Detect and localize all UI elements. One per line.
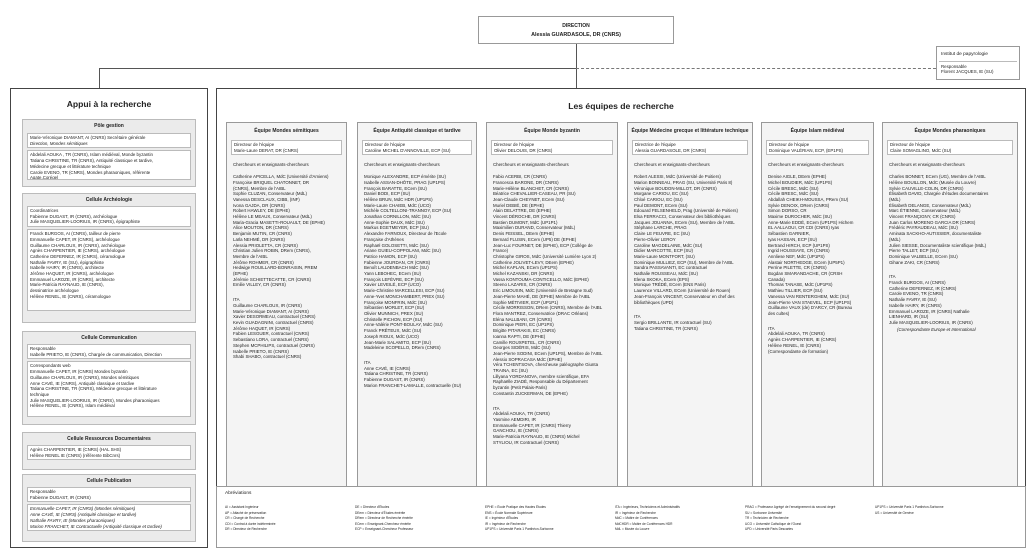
team-title: Équipe Monde byzantin — [524, 128, 580, 134]
equipes-title: Les équipes de recherche — [568, 101, 674, 111]
team-column-0 — [226, 122, 347, 490]
team-director: Directrice de l'équipe Alessia GUARDASOLE, DR (CNRS) — [632, 140, 748, 155]
cellule-publication-resp: Responsable Fabienne DUGAST, IR (CNRS) — [27, 487, 191, 502]
pole-gestion-members: Abdelali AOUKA , TR (CNRS), Islam médiéval, Monde byzantin Tatiana CHRISTINE, TR (CNRS), Antiquité classique et tardive, Médecine grecque et littérature technique Carole EVENO, TR (CNRS), Mondes pharaoniques, référente Agate,Corégel — [27, 150, 191, 180]
team-ita-note: (Correspondante Europe et International — [897, 326, 976, 332]
team-ita: ITA Franck BURGOS, AI (CNRS) Catherine DEFERNEZ, IR (CNRS) Carole EVENO, TR (CNRS) Nathalie FAVRY, IE (SU) Isabelle HAIRY, IR (CNRS) Emmanuel LAROZE, IR (CNRS) Nathalie LIENHARD, IR (SU) Julie MASQUELIER-LOORIUS, IR (CNRS) — [889, 274, 973, 325]
cellule-publication-panel — [22, 474, 196, 542]
direction-title: DIRECTION — [562, 23, 590, 29]
cellule-documentaires-members: Agnès CHARPENTIER, IE (CNRS) (HAL SHS) Hélène RENEL IE (CNRS) (référente BibCnrs) — [27, 445, 191, 460]
cellule-publication-title: Cellule Publication — [86, 478, 132, 484]
cellule-archeologie-title: Cellule Archéologie — [85, 197, 133, 203]
team-chercheurs-label: Chercheurs et enseignants-chercheurs — [364, 162, 440, 168]
institut-resp-name: Florent JACQUES, IE (SU) — [941, 69, 994, 75]
institut-box — [936, 46, 1020, 80]
cellule-communication-panel — [22, 331, 196, 425]
team-ita: ITA Abdelali AOUKA, TR (CNRS) Agnès CHARPENTIER, IE (CNRS) Hélène RENEL, IE (CNRS) (Correspondante de formation) — [768, 325, 837, 354]
team-title: Équipe Médecine grecque et littérature technique — [631, 128, 749, 134]
pole-gestion-sg — [27, 133, 191, 148]
team-director: Directeur de l'équipe Caroline MICHEL D'ANNOVILLE, ECP (SU) — [362, 140, 472, 155]
team-title: Équipe Mondes pharaoniques — [914, 128, 986, 134]
team-chercheurs: Robert ALESSI, MdC (Université de Poitiers) Marion BONNEAU, PRAG (SU, Université Paris 8) Véronique BOUDON-MILLOT, DR (CNRS) Morgane CARIOU, EC (SU) Chloé CARIOU, EC (SU) Paul DEMONT, ECem (SU) Edouard FELSENHELD, Prag (Université de Poitiers) Elsa FERRACCI, Conservateur des bibliothèques Jacques JOUANNA, ECem (SU), Membre de l'AIBL Stéphane LARCHE, PRAG Claire LE FEUVRE, EC (SU) Pierre-Olivier LEROY Caroline MAGDELAINE, MdC (SU) Didier MARCOTTE, ECP (SU) Marie-Laure MONTFORT, (SU) Dominique MULLIEZ, ECP (SU), Membre de l'AIBL Sandra PASSAVANTI, EC contractuel Nathalie ROUSSEAU, MdC (SU) Elena SKOKA, ECem (EPS) Monique TRÉDÉ, ECem (ENS Paris) Laurence VILLARD, ECem (Université de Rouen) Jean-François VINCENT, Conservateur en chef des bibliothèques (UPD) — [634, 174, 738, 305]
team-chercheurs-label: Chercheurs et enseignants-chercheurs — [889, 162, 965, 168]
cellule-communication-title: Cellule Communication — [81, 335, 137, 341]
team-director: Directeur de l'équipe Marie-Laure DERAT, DR (CNRS) — [231, 140, 342, 155]
cellule-archeologie-members: Franck BURGOS, AI (CNRS), tailleur de pierre Emmanuelle CAPET, IR (CNRS), archéologue Guillaume CHARLOUX, IR (CNRS), archéologue Agnès CHARPENTIER, IE (CNRS), archéologue Catherine DEFERNEZ, IR (CNRS), céramologue Nathalie FAVRY, IE (SU), épigraphiste Isabelle HAIRY, IR (CNRS), architecte Jérôme HAQUET, IR (CNRS), archéologue Emmanuel LAROZE, IR (CNRS), architecte Marie-Patricia RAYNAUD, IE (CNRS), dessinatrice archéologue Hélène RENEL, IE (CNRS), céramologue — [27, 229, 191, 311]
team-chercheurs-label: Chercheurs et enseignants-chercheurs — [768, 162, 844, 168]
pole-gestion-title: Pôle gestion — [94, 123, 124, 129]
cellule-archeologie-panel — [22, 193, 196, 323]
abbreviations-column: AI = Assistant Ingénieur AP = Attaché de préservation CR = Chargé de Recherche CDI = Contrat à durée indéterminée DR = Directeur de Recherche — [225, 505, 276, 532]
team-chercheurs-label: Chercheurs et enseignants-chercheurs — [634, 162, 710, 168]
direction-hline — [99, 68, 577, 69]
team-chercheurs: Denise AIGLE, DEem (EPHE) Michel BOUDIER, MdC (UP1PS) Cécile BRESC, MdC (SU) Cécile BRESC, MdC (SU) Abdallah CHEIKH-MOUSSA, PRem (SU) Sylvie DENOIX, DRem (CNRS) Simon DORSO, CR Maxime DUROCHER, MdC (SU) Anne-Marie EDDÉ, ECem (UP1PS) Hichem EL AALLAOUI, CR CDI (CNRS) Iyas Sébastien GARNIER, Iyas HASSAN, ECP (SU) Bertrand HIRCH, ECP (UP1PS) Ingrid HOUSSAYE, CR (CNRS) Annliese NEF, MdC (UP1PS) Alastair NORTHEDGE, ECem (UP5P1) Perrine PILETTE, CR (CNRS) Bogdan SMARANDACHE, CR (CRSH Canada) Thomas TANASE, MdC (UP1PS) Mathieu TILLIER, ECP (SU) Vanessa VAN RENTERGHEM, MdC (SU) Jean-Pierre VAN STAEVEL, ECP (UP1PS) Guillaume VAUX (de) D'ARCY, CR (Bureau des cultes) — [768, 174, 854, 316]
abbreviations-panel — [216, 486, 1026, 548]
pole-gestion-sg-scope: Direction, Mondes sémitiques — [30, 140, 88, 146]
cellule-publication-members: Emmanuelle CAPET, IR (CNRS) (Mondes sémitiques) Anne CAVÉ, IE (CNRS) (Antiquité classique et tardive) Nathalie FAVRY, IE (Mondes pharaoniques) Marion FRANCHET, IE Contractuelle (Antiquité classique et tardive) — [27, 504, 191, 531]
team-ita: ITA Sergio BRILLANTE, IR contractuel (SU) Tatiana CHRISTINE, TR (CNRS) — [634, 314, 712, 331]
cellule-archeologie-coord: Coordinatrices Fabienne DUGAST, IR (CNRS), archéologue Julie MASQUELIER-LOORIUS, IR (CNRS), épigraphiste — [27, 206, 191, 227]
team-column-5 — [882, 122, 1018, 490]
abbreviations-column: UP1PS = Université Paris 1 Panthéon-Sorbonne US = Université de Genève — [875, 505, 944, 515]
pole-gestion-panel — [22, 119, 196, 187]
team-chercheurs: Catherine APICELLA, MdC (Université d'Amiens) Françoise BRIQUEL CHATONNET, DR (CNRS), Membre de l'AIBL Sophie CLUZAN, Conservateur (MdL) Vanessa DESCLAUX, CIBB, (INF) Ivona GAJDA, DR (CNRS) Robert HAWLEY, DE (EPHE) Hélène LE MEAUX, Conservateur (MdL) Maria-Gracia MASETTI-ROUAULT, DE (EPHE) Alice MOUTON, DR (CNRS) Benjamin MUTIN, CR (CNRS) Laïla NEHMÉ, DR (CNRS) Alessia PRIOLETTA, CR (CNRS) Christian Julien ROBIN, DRem (CNRS), Membre de l'AIBL Jérôme ROHMER, CR (CNRS) Hedwige ROUILLARD-BONRAISIN, PREM (EPHE) Jérémie SCHIETTECATTE, CR (CNRS) Emilie VILLEY, CR (CNRS) — [233, 174, 329, 288]
appui-connector — [99, 68, 100, 88]
direction-connector — [576, 44, 577, 88]
institut-title: Institut de papyrologie — [941, 52, 988, 57]
abbreviations-column: EPHE = École Pratique des Hautes Études ENS = École Normale Supérieure IE = Ingénieur d'Études IR = Ingénieur de Recherche UP1PS = Université Paris 1 Panthéon-Sorbonne — [485, 505, 554, 532]
appui-title: Appui à la recherche — [66, 99, 152, 109]
team-director: Directeur de l'équipe Claire SOMAGLINO, MdC (SU) — [887, 140, 1013, 155]
team-column-3 — [627, 122, 753, 490]
team-column-1 — [357, 122, 477, 490]
cellule-communication-web: Correspondants web Emmanuelle CAPET, IR (CNRS) Mondes byzantin Guillaume CHARLOUX, IR (CNRS), Mondes sémitiques Anne CAVÉ, IE (CNRS), Antiquité classique et tardive Tatiana CHRISTINE, TR (CNRS), Médecine grecque et littérature technique Julie MASQUELIER-LOORIUS, IR (CNRS), Mondes pharaoniques Hélène RENEL, IE (CNRS), Islam médiéval — [27, 361, 191, 417]
cellule-documentaires-panel — [22, 432, 196, 470]
team-ita: ITA Guillaume CHARLOUX, IR (CNRS) Marie-Véronique DIAMANT, AI (CNRS) Xavier DESORMEAU, contractuel (CNRS) Kevin GUADAGNINI, contractuel (CNRS) Jérôme HAQUET, IR (CNRS) Fabien LESGUER, contractuel (CNRS) Sebastiano LORA, contractuel (CNRS) Stephen MCPHILIPS, contractuel (CNRS) Isabelle PRIETO, IE (CNRS) Shabi SHABO, contractuel (CNRS) — [233, 297, 316, 360]
team-chercheurs-label: Chercheurs et enseignants-chercheurs — [493, 162, 569, 168]
team-chercheurs-label: Chercheurs et enseignants-chercheurs — [233, 162, 309, 168]
team-chercheurs: Monique ALEXANDRE, ECP émérite (SU) Isabelle ASSAN-DHÔTE, PRAG (UP1PS) François BARATTE, ECem (SU) Daniel BODI, ECP (SU) Hélène BRUN, MdC HDR (UP1PS) Marie-Laure CHAIEB, MdC (UCO) Michèle COLTELLONI-TRANNOY, ECP (SU) Jonathan CORNILLON, MdC (SU) Anne-Sophie DAUX, MdC (SU) Markus EGETMEYER, ECP (SU) Alexandre FARNOUX, Directeur de l'Ecole Française d'Athènes Raphaël GOLOSETTI, MdC (SU) Ariane GUIEU-COPPOLANI, MdC (SU) Patrice HAMON, ECP (SU) Fabienne JOURDAN, CR (CNRS) Benoît LAUDENBACH MdC (SU) Yann LEBOHEC, ECem (SU) François LEFÈVRE, ECP (SU) Xavier LEVEILÉ, ECP (UCO) Marie-Christine MARCELLESI, ECP (SU) Anne-Yvet MONCHAMBERT, PREX (SU) Françoise MONFRIN, MdC (SU) Sébastien MORLET, ECP (SU) Olivier MUNNICH, PREX (SU) Christelle PICHON, ECP (SU) Anne-Valérie PONT-BOULAY, MdC (SU) Franck PRÊTEUX, MdC (SU) Joseph RIOUX, MdC (UCO) Jean-Marie SALAMITO, ECP (SU) Madeleine SCOPELLO, DRem (CNRS) — [364, 174, 452, 351]
institut-resp-label: Responsable — [941, 63, 967, 69]
team-director: Directeur de l'équipe Olivier DELOUIS, DR (CNRS) — [491, 140, 613, 155]
team-chercheurs: Fabio ACERBI, CR (CNRS) Francesca BARONE, DR (CNRS) Marie-Hélène BLANCHET, CR (CNRS) Béatrice CHEVALLIER-CASEAU, PR (SU) Jean-Claude CHEYNET, ECem (SU) Muriel DEBIÉ, DE (EPHE) Alain DELATTRE, DE (EPHE) Vincent DÉROCHE, DR (CNRS) Bastien DUMONT, MdC (UP1P1) Maximilien DURAND, Conservateur (MdL) Denis FEISSEL, DEem (EPHE) Bernard FLUSIN, ECem (UP5) DE (EPHE) Jean-Luc FOURNET, DE (EPHE), ECP (Collège de France) Christophe GIROS, MdC (Université Lumière Lyon 2) Catherine JOLIVET-LEVY, DEem (EPHE) Michel KAPLAN, ECem (UP1PS) Michel KAZANSKI, DR (CNRS) Vassa KONTOUMA-CONTICELLO, MdC (EPHE) Steeno LAZARIS, CR (CNRS) Eric LIMOUSIN, MdC (Université de Bretagne Sud) Jean-Pierre MAHÉ, DE (EPHE) Membre de l'AIBL Sophie MÉTIVIER, ECP (UP1P1) Cécile MORRISSON, DRem (CNRS), Membre de l'AIBL Flora MANTREZ, Conservatrice (DRAC Orléans) Eléna NALLBANI, CR (CNRS) Dominique PIERI, EC (UP1PS) Brigitte PITARAKIS, EC (CNRS) Ioanna RAPTI, DE (EPHE) Camille ROUXPETEL, CR (CNRS) Georges SIDÉRIS, MdC (SU) Jean-Pierre SODINI, ECem (UP1PS), Membre de l'AIBL Alessio SOPRACASA MdC (EPHE) Véra TCHENTSOVA, chercheuse paléographe Giunta TRAINA, EC (SU) Lillyana YORDANOVA, membre scientifique, EFA Raphaëlle ZIADÉ, Responsable du Département byzantin (Petit Palais-Paris) Constantin ZUCKERMAN, DE (EPHE) — [493, 174, 603, 396]
team-title: Équipe Islam médiéval — [790, 128, 845, 134]
team-director: Directeur de l'équipe Dominique VALÉRIAN, ECP, (EP1PS) — [766, 140, 869, 155]
direction-name: Alessia GUARDASOLE, DR (CNRS) — [531, 32, 621, 38]
pole-gestion-sg-name: Marie-Véronique DIAMANT, AI (CNRS) Secrétaire générale — [30, 135, 146, 140]
team-ita: ITA Abdelali AOUKA, TR (CNRS) Yasmine AEMDIRI, IR Emmanuelle CAPET, IR (CNRS) Thierry GANCHOU, IE (CNRS) Marie-Patricia RAYNAUD, IE (CNRS) Michel STYLIOU, IR Contractuel (CNRS) — [493, 405, 580, 445]
team-chercheurs: Charles BONNET, ECem (UG), Membre de l'AIBL Hélène BOUILLON, MdC (Musée du Louvre) Sylvie CAUVILLE-COLIN, DR (CNRS) Élisabeth DAVID, Chargée d'études documentaires (MdL) Élisabeth DELANGE, Conservateur (MdL) Marc ÉTIENNE, Conservateur (MdL) Vincent FRANÇIGNY, CR (CNRS) Juan Carlos MORENO GARCIA DR (CNRS) Frédéric PAYRAUDEAU, MdC (SU) Aminata SACKHO-AUTISSIER, documentaliste (MdL) Julien SIESSE, Documentaliste scientifique (MdL) Pierre TALLET, ECP (SU) Dominique VALBELLE, ECem (SU) Gihane ZAKI, CR (CNRS) — [889, 174, 989, 265]
direction-box — [478, 16, 674, 44]
institut-dashed-link — [576, 68, 936, 69]
abbreviations-title: Abréviations — [225, 491, 252, 496]
abbreviations-column: ITA = Ingénieurs, Techniciens et Administratifs IR = Ingénieur de Recherche MdC = Maître de Conférences MdCHDR = Maître de Conférences HDR MdL = Musée du Louvre — [615, 505, 680, 532]
team-title: Équipe Antiquité classique et tardive — [373, 128, 461, 134]
cellule-communication-resp: Responsable Isabelle PRIETO, IE (CNRS), Chargée de communication, Direction — [27, 344, 191, 359]
cellule-documentaires-title: Cellule Ressources Documentaires — [67, 436, 151, 442]
team-ita: ITA Anne CAVÉ, IE (CNRS) Tatiana CHRISTINE, TR (CNRS) Fabienne DUGAST, IR (CNRS) Marion FRANCHET-LAMALLE, contractuelle (SU) — [364, 359, 462, 388]
team-column-4 — [761, 122, 874, 490]
team-title: Équipe Mondes sémitiques — [254, 128, 319, 134]
abbreviations-column: DE = Directeur d'Études DEem = Directeur d'Études émérite DRem = Directeur de Recherche émérite ECem = Enseignant-Chercheur émérite ECP = Enseignant-Chercheur Professeur — [355, 505, 414, 532]
team-column-2 — [486, 122, 618, 490]
abbreviations-column: PRAG = Professeur Agrégé de l'enseignement du second degré SU = Sorbonne Université TR = Technicien de Recherche UCO = Université Catholique de l'Ouest UPD = Université Paris Descartes — [745, 505, 836, 532]
